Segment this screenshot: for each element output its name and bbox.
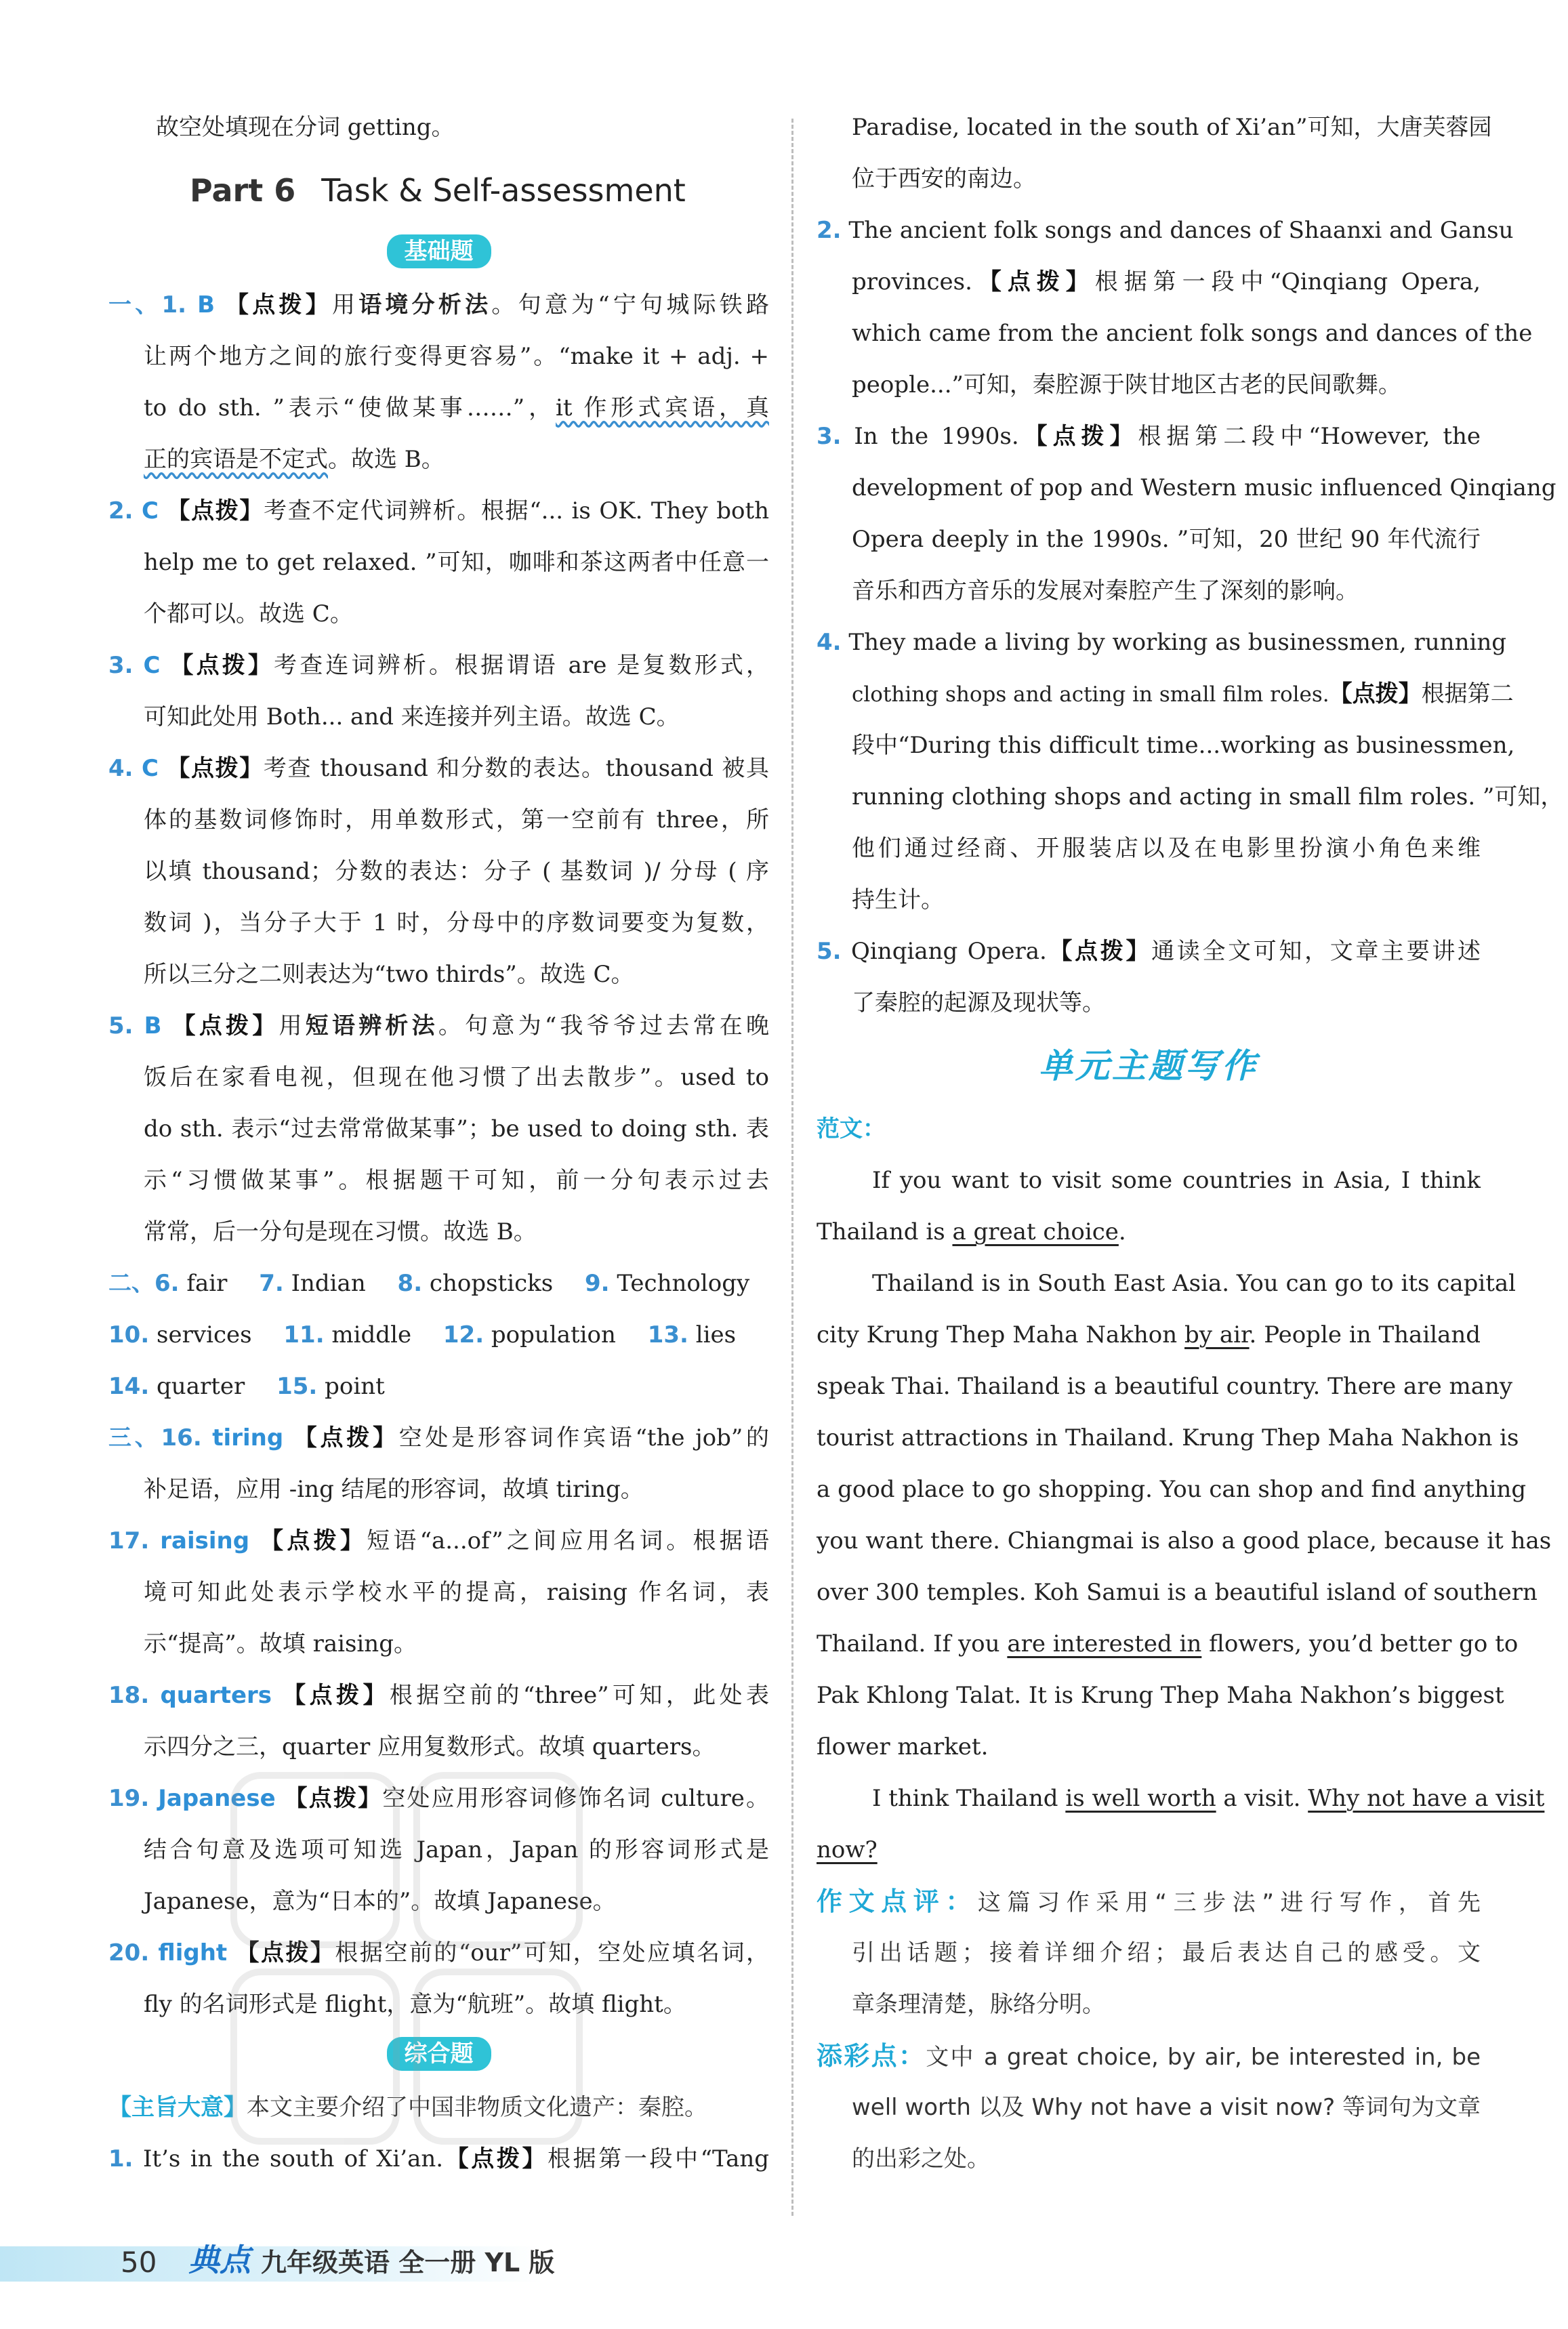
r2-line2 <box>817 256 1481 308</box>
q3-line2: 可知此处用 Both... and 来连接并列主语。故选 C。 <box>144 703 680 730</box>
q20-line2: fly 的名词形式是 flight，意为“航班”。故填 flight。 <box>144 1991 686 2018</box>
essay-text: Thailand. If you <box>817 1630 1008 1657</box>
hint-tag: 【点拨】 <box>170 652 274 679</box>
comment-line1 <box>817 1876 1481 1927</box>
section2-number: 二、 <box>108 1270 154 1297</box>
main-idea <box>108 2082 769 2133</box>
answer-q19 <box>108 1773 769 1824</box>
essay-line: Thailand is in South East Asia. You can go to its capital <box>872 1270 1517 1297</box>
hint-tag: 【点拨】 <box>972 268 1095 295</box>
r4-line2 <box>817 668 1514 720</box>
r3-line3: Opera deeply in the 1990s. ”可知，20 世纪 90 年代流行 <box>852 526 1481 553</box>
essay-line: flower market. <box>817 1733 989 1760</box>
q1-method: 语境分析法 <box>358 291 492 318</box>
essay-text: flowers, you’d better go to <box>1201 1630 1519 1657</box>
essay-text: Thailand is <box>817 1218 953 1245</box>
essay-text: a visit. <box>1216 1785 1308 1812</box>
r1-cont-line2: 位于西安的南边。 <box>852 165 1036 192</box>
q16-answer: tiring <box>212 1424 284 1451</box>
highlight-text: 文中 a great choice, by air, be interested in, be <box>926 2044 1481 2071</box>
q1-text2: 。句意为“宁句城际铁路 <box>491 291 770 318</box>
word-number: 8. <box>397 1270 423 1297</box>
essay-highlight: by air <box>1184 1321 1250 1348</box>
essay-highlight: is well worth <box>1065 1785 1216 1812</box>
word-answer: chopsticks <box>429 1270 554 1297</box>
r1-answer: It’s in the south of Xi’an. <box>142 2145 444 2172</box>
q1-text: 用 <box>331 291 359 318</box>
r2-line2b: 根据第一段中“Qinqiang Opera, <box>1094 268 1481 295</box>
q4-answer: C <box>142 755 159 782</box>
words-row-3 <box>108 1361 769 1412</box>
q1-answer: B <box>197 291 215 318</box>
r2-line1: The ancient folk songs and dances of Shaanxi and Gansu <box>848 217 1514 244</box>
q16-text: 空处是形容词作宾语“the job”的 <box>398 1424 770 1451</box>
r4-line3: 段中“During this difficult time...working as businessmen, <box>852 732 1515 759</box>
hint-tag: 【点拨】 <box>283 1682 390 1709</box>
q1-line4 <box>108 434 769 485</box>
q2-line3: 个都可以。故选 C。 <box>144 600 353 627</box>
answer-q4 <box>108 743 769 794</box>
hint-tag: 【点拨】 <box>293 1424 399 1451</box>
essay-line: Pak Khlong Talat. It is Krung Thep Maha Nakhon’s biggest <box>817 1682 1504 1709</box>
q1-number: 一、1. <box>108 291 187 318</box>
page-number: 50 <box>121 2246 157 2279</box>
essay-highlight: Why not have a visit <box>1308 1785 1545 1812</box>
r4-line6: 持生计。 <box>852 886 944 913</box>
comment-line2: 引出话题；接着详细介绍；最后表达自己的感受。文 <box>852 1939 1481 1966</box>
q4-line4: 数词 )，当分子大于 1 时，分母中的序数词要变为复数， <box>144 909 769 936</box>
answer-q18 <box>108 1670 769 1721</box>
brand-logo: 典点 <box>188 2242 251 2278</box>
r1-text: 根据第一段中“Tang <box>548 2145 769 2172</box>
word-number: 9. <box>585 1270 610 1297</box>
answer-q1 <box>108 279 769 331</box>
q1-line2: 让两个地方之间的旅行变得更容易”。“make it + adj. + <box>144 343 769 370</box>
r5-answer: Qinqiang Opera. <box>851 938 1047 965</box>
r2-line3: which came from the ancient folk songs and dances of the <box>852 320 1533 347</box>
r3-line4: 音乐和西方音乐的发展对秦腔产生了深刻的影响。 <box>852 577 1359 604</box>
q1-line3 <box>108 382 769 434</box>
basic-section-badge: 基础题 <box>387 234 491 268</box>
q5-line3: do sth. 表示“过去常常做某事”；be used to doing sth. 表 <box>144 1115 769 1142</box>
hint-tag: 【点拨】 <box>284 1785 383 1812</box>
essay-text: city Krung Thep Maha Nakhon <box>817 1321 1185 1348</box>
essay-line <box>817 1618 1519 1670</box>
reading-q1 <box>108 2133 769 2185</box>
word-answer: population <box>491 1321 616 1348</box>
word-number: 10. <box>108 1321 150 1348</box>
comment-text: 这篇习作采用“三步法”进行写作，首先 <box>977 1889 1481 1916</box>
q1-line3b: it 作形式宾语，真 <box>556 394 769 421</box>
reading-q5 <box>817 926 1481 977</box>
essay-line <box>817 1824 1481 1876</box>
q19-line2: 结合句意及选项可知选 Japan，Japan 的形容词形式是 <box>144 1836 769 1863</box>
q4-text: 考查 thousand 和分数的表达。thousand 被具 <box>263 755 770 782</box>
q16-number: 三、16. <box>108 1424 202 1451</box>
answer-q17 <box>108 1515 769 1567</box>
essay-line: speak Thai. Thailand is a beautiful country. There are many <box>817 1373 1513 1400</box>
q19-answer: Japanese <box>158 1785 276 1812</box>
word-answer: lies <box>695 1321 737 1348</box>
answer-q3 <box>108 640 769 691</box>
word-number: 12. <box>442 1321 484 1348</box>
r3-number: 3. <box>817 423 842 450</box>
hint-tag: 【点拨】 <box>260 1527 367 1554</box>
part-title: Task & Self-assessment <box>321 172 686 209</box>
r3-line1b: 根据第二段中“However, the <box>1138 423 1481 450</box>
r5-number: 5. <box>817 938 842 965</box>
q5-text: 用 <box>278 1012 306 1039</box>
essay-text: . People in Thailand <box>1249 1321 1481 1348</box>
q17-answer: raising <box>160 1527 250 1554</box>
essay-highlight: now? <box>817 1836 878 1863</box>
word-answer: fair <box>186 1270 228 1297</box>
part-number: Part 6 <box>190 172 296 209</box>
essay-line: over 300 temples. Koh Samui is a beautiful island of southern <box>817 1579 1538 1606</box>
highlight-line1 <box>817 2030 1481 2082</box>
intro-line: 故空处填现在分词 getting。 <box>156 114 455 141</box>
essay-highlight: a great choice <box>952 1218 1119 1245</box>
r4-line2b: 根据第二 <box>1421 680 1514 707</box>
main-idea-tag: 【主旨大意】 <box>108 2094 247 2121</box>
r4-line5: 他们通过经商、开服装店以及在电影里扮演小角色来维 <box>852 835 1481 862</box>
q17-number: 17. <box>108 1527 150 1554</box>
q5-method: 短语辨析法 <box>305 1012 438 1039</box>
q5-text2: 。句意为“我爷爷过去常在晚 <box>438 1012 770 1039</box>
q1-line3a: to do sth. ”表示“使做某事……”， <box>144 394 556 421</box>
hint-tag: 【点拨】 <box>167 755 264 782</box>
word-answer: middle <box>331 1321 412 1348</box>
reading-q3 <box>817 411 1481 462</box>
essay-line <box>817 1773 1545 1824</box>
highlight-line3: 的出彩之处。 <box>852 2145 990 2172</box>
comment-label: 作文点评： <box>817 1887 978 1916</box>
word-answer: Technology <box>617 1270 750 1297</box>
page-footer <box>0 2229 1568 2290</box>
answer-q20 <box>108 1927 769 1979</box>
hint-tag: 【点拨】 <box>236 1939 335 1966</box>
q17-line2: 境可知此处表示学校水平的提高，raising 作名词，表 <box>144 1579 769 1606</box>
reading-q4 <box>817 617 1507 668</box>
q3-number: 3. <box>108 652 133 679</box>
q16-line2: 补足语，应用 -ing 结尾的形容词，故填 tiring。 <box>144 1476 644 1503</box>
q18-number: 18. <box>108 1682 150 1709</box>
hint-tag: 【点拨】 <box>1046 938 1152 965</box>
comprehensive-section-badge-wrap <box>108 2030 769 2082</box>
r4-line1: They made a living by working as businessmen, running <box>848 629 1507 656</box>
part-heading <box>108 153 769 228</box>
q20-answer: flight <box>158 1939 228 1966</box>
r2-line2a: provinces. <box>852 268 972 295</box>
q4-number: 4. <box>108 755 133 782</box>
sample-label: 范文： <box>817 1115 886 1142</box>
word-answer: Indian <box>291 1270 366 1297</box>
right-column <box>817 102 1564 2185</box>
word-number: 14. <box>108 1373 150 1400</box>
comment-line3: 章条理清楚，脉络分明。 <box>852 1991 1105 2018</box>
essay-highlight: are interested in <box>1007 1630 1202 1657</box>
q4-line3: 以填 thousand；分数的表达：分子 ( 基数词 )/ 分母 ( 序 <box>144 858 769 885</box>
q20-text: 根据空前的“our”可知，空处应填名词， <box>335 1939 770 1966</box>
hint-tag: 【点拨】 <box>226 291 332 318</box>
essay-line <box>817 1309 1481 1361</box>
q5-number: 5. <box>108 1012 133 1039</box>
essay-text: . <box>1118 1218 1126 1245</box>
answer-q5 <box>108 1000 769 1052</box>
r4-line4: running clothing shops and acting in small film roles. ”可知， <box>852 783 1564 810</box>
comprehensive-section-badge: 综合题 <box>387 2037 491 2071</box>
r2-number: 2. <box>817 217 842 244</box>
q3-answer: C <box>143 652 161 679</box>
hint-tag: 【点拨】 <box>167 497 264 524</box>
q1-line4a: 正的宾语是不定式 <box>144 446 328 473</box>
left-column <box>108 102 769 2185</box>
word-number: 11. <box>283 1321 325 1348</box>
basic-section-badge-wrap <box>108 228 769 279</box>
q2-text: 考查不定代词辨析。根据“... is OK. They both <box>264 497 770 524</box>
essay-line: a good place to go shopping. You can shop and find anything <box>817 1476 1527 1503</box>
reading-q2 <box>817 205 1514 256</box>
words-row-1 <box>108 1258 769 1309</box>
highlight-line2: well worth 以及 Why not have a visit now? 等词句为文章 <box>852 2094 1481 2121</box>
r5-line2: 了秦腔的起源及现状等。 <box>852 989 1105 1016</box>
word-answer: point <box>325 1373 385 1400</box>
hint-tag: 【点拨】 <box>1018 423 1138 450</box>
q20-number: 20. <box>108 1939 150 1966</box>
q17-text: 短语“a...of”之间应用名词。根据语 <box>367 1527 769 1554</box>
q2-number: 2. <box>108 497 133 524</box>
word-answer: quarter <box>157 1373 245 1400</box>
q1-line4b: 。故选 B。 <box>328 446 445 473</box>
essay-line: tourist attractions in Thailand. Krung Thep Maha Nakhon is <box>817 1424 1519 1451</box>
q4-line5: 所以三分之二则表达为“two thirds”。故选 C。 <box>144 961 634 988</box>
word-number: 15. <box>276 1373 318 1400</box>
r4-line2a: clothing shops and acting in small film roles. <box>852 682 1329 707</box>
essay-text: I think Thailand <box>872 1785 1066 1812</box>
essay-line: you want there. Chiangmai is also a good place, because it has <box>817 1527 1552 1554</box>
highlight-label: 添彩点： <box>817 2041 926 2071</box>
q5-answer: B <box>144 1012 162 1039</box>
writing-section-title: 单元主题写作 <box>1039 1046 1258 1086</box>
q18-answer: quarters <box>160 1682 272 1709</box>
r2-line4: people...”可知，秦腔源于陕甘地区古老的民间歌舞。 <box>852 371 1401 398</box>
q3-text: 考查连词辨析。根据谓语 are 是复数形式， <box>274 652 770 679</box>
word-number: 7. <box>259 1270 284 1297</box>
column-divider <box>791 119 793 2216</box>
q18-line2: 示四分之三，quarter 应用复数形式。故填 quarters。 <box>144 1733 716 1760</box>
q5-line5: 常常，后一分句是现在习惯。故选 B。 <box>144 1218 537 1245</box>
q18-text: 根据空前的“three”可知，此处表 <box>389 1682 770 1709</box>
answer-q16 <box>108 1412 769 1464</box>
word-number: 6. <box>154 1270 180 1297</box>
q19-number: 19. <box>108 1785 150 1812</box>
q5-line4: 示“习惯做某事”。根据题干可知，前一分句表示过去 <box>144 1167 769 1194</box>
main-idea-text: 本文主要介绍了中国非物质文化遗产：秦腔。 <box>247 2094 707 2121</box>
book-title: 九年级英语 全一册 YL 版 <box>261 2248 555 2278</box>
r1-cont-line1: Paradise, located in the south of Xi’an”可知，大唐芙蓉园 <box>852 114 1492 141</box>
r3-line2: development of pop and Western music influenced Qinqiang <box>852 474 1556 501</box>
essay-line: If you want to visit some countries in Asia, I think <box>872 1167 1481 1194</box>
q2-line2: help me to get relaxed. ”可知，咖啡和茶这两者中任意一 <box>144 549 769 576</box>
q2-answer: C <box>142 497 159 524</box>
q4-line2: 体的基数词修饰时，用单数形式，第一空前有 three，所 <box>144 806 769 833</box>
r4-number: 4. <box>817 629 842 656</box>
word-answer: services <box>157 1321 252 1348</box>
q19-text: 空处应用形容词修饰名词 culture。 <box>382 1785 770 1812</box>
words-row-2 <box>108 1309 769 1361</box>
q5-line2: 饭后在家看电视，但现在他习惯了出去散步”。used to <box>144 1064 769 1091</box>
hint-tag: 【点拨】 <box>172 1012 279 1039</box>
r1-number: 1. <box>108 2145 133 2172</box>
word-number: 13. <box>647 1321 688 1348</box>
hint-tag: 【点拨】 <box>1329 680 1422 707</box>
q19-line3: Japanese，意为“日本的”。故填 Japanese。 <box>144 1888 616 1915</box>
r5-line1b: 通读全文可知，文章主要讲述 <box>1151 938 1481 965</box>
hint-tag: 【点拨】 <box>443 2145 548 2172</box>
q17-line3: 示“提高”。故填 raising。 <box>144 1630 417 1657</box>
r3-answer: In the 1990s. <box>854 423 1019 450</box>
essay-line <box>817 1206 1481 1258</box>
answer-q2 <box>108 485 769 537</box>
